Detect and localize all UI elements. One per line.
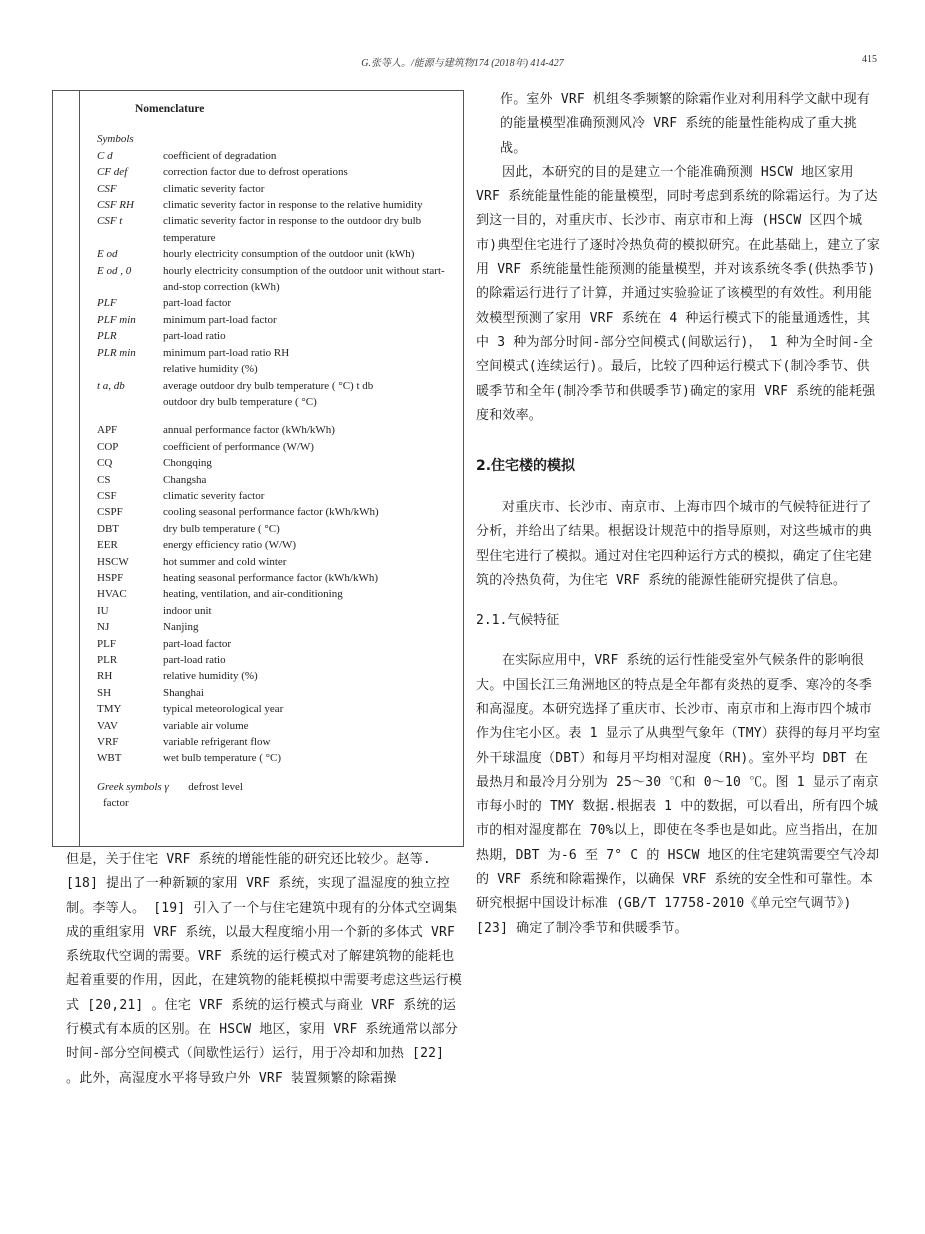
nomenclature-definition: part-load ratio: [163, 654, 226, 666]
page-number: 415: [862, 54, 877, 65]
nomenclature-term: WBT: [97, 752, 122, 765]
nomenclature-definition: outdoor dry bulb temperature ( °C): [163, 395, 317, 408]
nomenclature-definition: climatic severity factor: [163, 489, 265, 502]
symbols-heading: Symbols: [97, 133, 134, 146]
nomenclature-definition: Shanghai: [163, 686, 204, 699]
nomenclature-entry: [97, 378, 461, 394]
nomenclature-entry: [97, 504, 461, 520]
nomenclature-definition: hourly electricity consumption of the outdoor unit (kWh): [163, 248, 415, 261]
nomenclature-entry: [97, 345, 461, 361]
nomenclature-definition: minimum part-load ratio RH: [163, 346, 290, 359]
nomenclature-definition: cooling seasonal performance factor (kWh/kWh): [163, 506, 379, 519]
nomenclature-entry: [97, 586, 461, 602]
nomenclature-term: DBT: [97, 522, 119, 535]
nomenclature-entry: [97, 295, 461, 311]
nomenclature-term: HSPF: [97, 571, 124, 584]
nomenclature-term: CSF: [97, 489, 117, 502]
nomenclature-definition: energy efficiency ratio (W/W): [163, 539, 297, 552]
nomenclature-definition: Chongqing: [163, 457, 212, 470]
nomenclature-term: CSF RH: [97, 199, 134, 212]
nomenclature-entry: [97, 636, 461, 652]
nomenclature-margin-rule: [79, 91, 80, 846]
nomenclature-term: CQ: [97, 457, 113, 470]
nomenclature-definition: relative humidity (%): [163, 363, 258, 376]
nomenclature-definition: part-load factor: [163, 297, 232, 310]
nomenclature-entry: [97, 718, 461, 734]
nomenclature-term: PLF min: [97, 313, 136, 326]
nomenclature-definition: heating, ventilation, and air-conditioning: [163, 588, 343, 601]
nomenclature-definition: climatic severity factor in response to the outdoor dry bulb temperature: [163, 215, 422, 244]
nomenclature-term: RH: [97, 670, 113, 683]
nomenclature-definition: coefficient of performance (W/W): [163, 440, 314, 453]
nomenclature-term: VRF: [97, 736, 119, 749]
nomenclature-term: PLF: [97, 637, 116, 650]
section-heading: 2.住宅楼的模拟: [476, 458, 576, 475]
nomenclature-entry: [97, 734, 461, 750]
nomenclature-entry: [97, 394, 461, 410]
nomenclature-entry: [97, 328, 461, 344]
nomenclature-definition: climatic severity factor: [163, 182, 265, 195]
nomenclature-term: HSCW: [97, 555, 129, 568]
greek-symbols: [97, 779, 461, 812]
nomenclature-entry: [97, 750, 461, 766]
nomenclature-box: [52, 90, 464, 847]
nomenclature-definition: coefficient of degradation: [163, 149, 277, 162]
nomenclature-definition: minimum part-load factor: [163, 313, 277, 326]
nomenclature-entry: [97, 439, 461, 455]
nomenclature-term: CSPF: [97, 506, 123, 519]
nomenclature-entry: [97, 422, 461, 438]
nomenclature-entry: [97, 488, 461, 504]
nomenclature-term: HVAC: [97, 588, 127, 601]
nomenclature-entry: [97, 312, 461, 328]
nomenclature-term: PLR: [97, 330, 117, 343]
nomenclature-entry: [97, 455, 461, 471]
nomenclature-term: APF: [97, 424, 118, 437]
nomenclature-entry: [97, 213, 461, 246]
nomenclature-term: E od: [97, 248, 118, 261]
nomenclature-entry: [97, 685, 461, 701]
greek-desc: defrost level: [188, 780, 243, 793]
nomenclature-term: CSF t: [97, 215, 123, 228]
nomenclature-content: [97, 97, 461, 812]
journal-citation: G.张等人。/能源与建筑物174 (2018年) 414-427: [361, 58, 564, 69]
nomenclature-entry: [97, 603, 461, 619]
nomenclature-entry: [97, 668, 461, 684]
nomenclature-entry: [97, 263, 461, 296]
nomenclature-definition: Changsha: [163, 473, 207, 486]
nomenclature-definition: dry bulb temperature ( °C): [163, 522, 280, 535]
right-column-text: [476, 88, 881, 941]
right-paragraph-3: 对重庆市、长沙市、南京市、上海市四个城市的气候特征进行了分析，并给出了结果。根据设计规范中的指导原则，对这些城市的典型住宅进行了模拟。通过对住宅四种运行方式的模拟，确定了住宅建筑的冷热负荷，为住宅 VRF 系统的能源性能研究提供了信息。: [476, 500, 873, 589]
nomenclature-definition: hot summer and cold winter: [163, 555, 287, 568]
nomenclature-entry: [97, 652, 461, 668]
nomenclature-definition: indoor unit: [163, 604, 212, 617]
left-column-text: [66, 848, 464, 1091]
nomenclature-entry: [97, 148, 461, 164]
nomenclature-entry: [97, 570, 461, 586]
nomenclature-term: PLR: [97, 654, 118, 666]
nomenclature-definition: annual performance factor (kWh/kWh): [163, 424, 335, 437]
nomenclature-entry: [97, 361, 461, 377]
subsection-heading: 2.1.气候特征: [476, 613, 560, 629]
page-header: [0, 54, 925, 70]
nomenclature-term: t a, db: [97, 379, 125, 392]
nomenclature-term: TMY: [97, 703, 122, 716]
left-paragraph: 但是，关于住宅 VRF 系统的增能性能的研究还比较少。赵等. [18] 提出了一种新颖的家用 VRF 系统，实现了温湿度的独立控制。李等人。 [19] 引入了一个与住宅建筑中现有的分体式空调集成的重组家用 VRF 系统，以最大程度缩小用一个新的多体式 VRF 系统取代空调的需要。VRF 系统的运行模式对了解建筑物的能耗也起着重要的作用，因此，在建筑物的能耗模拟中需要考虑这些运行模式 [20,21] 。住宅 VRF 系统的运行模式与商业 VRF 系统的运行模式有本质的区别。在 HSCW 地区，家用 VRF 系统通常以部分时间-部分空间模式（间歇性运行）运行，用于冷却和加热 [22] 。此外，高湿度水平将导致户外 VRF 装置频繁的除霜操: [66, 852, 463, 1086]
nomenclature-term: IU: [97, 604, 109, 617]
nomenclature-definition: variable air volume: [163, 719, 249, 732]
abbreviations-list: [97, 422, 461, 767]
nomenclature-entry: [97, 181, 461, 197]
nomenclature-definition: wet bulb temperature ( °C): [163, 752, 282, 765]
nomenclature-term: PLR min: [97, 346, 136, 359]
nomenclature-entry: [97, 472, 461, 488]
nomenclature-term: PLF: [97, 297, 117, 310]
nomenclature-entry: [97, 619, 461, 635]
nomenclature-definition: part-load factor: [163, 637, 232, 650]
nomenclature-definition: variable refrigerant flow: [163, 736, 271, 749]
nomenclature-entry: [97, 701, 461, 717]
nomenclature-entry: [97, 554, 461, 570]
nomenclature-term: SH: [97, 686, 112, 699]
nomenclature-term: VAV: [97, 719, 118, 732]
nomenclature-definition: part-load ratio: [163, 330, 226, 343]
right-paragraph-2: 因此，本研究的目的是建立一个能准确预测 HSCW 地区家用 VRF 系统能量性能的能量模型，同时考虑到系统的除霜运行。为了达到这一目的，对重庆市、长沙市、南京市和上海 (HSCW 区四个城市)典型住宅进行了逐时冷热负荷的模拟研究。在此基础上，建立了家用 VRF 系统能量性能预测的能量模型，并对该系统冬季(供热季节)的除霜运行进行了计算，并通过实验验证了该模型的有效性。利用能效模型预测了家用 VRF 系统在 4 种运行模式下的能量通透性，其中 3 种为部分时间-部分空间模式(间歇运行)， 1 种为全时间-全空间模式(连续运行)。最后，比较了四种运行模式下(制冷季节、供暖季节和全年(制冷季节和供暖季节)确定的家用 VRF 系统的能耗强度和效率。: [476, 164, 881, 423]
nomenclature-definition: heating seasonal performance factor (kWh/kWh): [163, 571, 379, 584]
symbols-list: [97, 148, 461, 411]
nomenclature-definition: hourly electricity consumption of the outdoor unit without start-and-stop correction (kWh): [163, 264, 445, 294]
nomenclature-term: CSF: [97, 182, 117, 195]
nomenclature-entry: [97, 246, 461, 262]
nomenclature-title: Nomenclature: [135, 103, 205, 115]
nomenclature-definition: Nanjing: [163, 621, 199, 634]
nomenclature-term: EER: [97, 539, 118, 552]
nomenclature-term: E od , 0: [97, 264, 132, 277]
nomenclature-definition: climatic severity factor in response to the relative humidity: [163, 199, 423, 212]
nomenclature-term: C d: [97, 149, 113, 162]
nomenclature-term: NJ: [97, 621, 110, 634]
nomenclature-definition: typical meteorological year: [163, 703, 284, 716]
greek-heading: Greek symbols γ: [97, 780, 169, 793]
nomenclature-term: CF def: [97, 166, 128, 179]
nomenclature-entry: [97, 164, 461, 180]
nomenclature-entry: [97, 521, 461, 537]
nomenclature-definition: relative humidity (%): [163, 670, 258, 683]
nomenclature-definition: correction factor due to defrost operations: [163, 166, 348, 179]
nomenclature-term: COP: [97, 440, 119, 453]
nomenclature-term: CS: [97, 473, 111, 486]
greek-desc-cont: factor: [103, 797, 129, 810]
nomenclature-entry: [97, 197, 461, 213]
right-paragraph-1: 作。室外 VRF 机组冬季频繁的除霜作业对利用科学文献中现有的能量模型准确预测风冷 VRF 系统的能量性能构成了重大挑战。: [500, 92, 871, 156]
nomenclature-entry: [97, 537, 461, 553]
right-paragraph-4: 在实际应用中，VRF 系统的运行性能受室外气候条件的影响很大。中国长江三角洲地区的特点是全年都有炎热的夏季、寒冷的冬季和高湿度。本研究选择了重庆市、长沙市、南京市和上海市四个城市作为住宅小区。表 1 显示了从典型气象年（TMY）获得的每月平均室外干球温度（DBT）和每月平均相对湿度（RH)。室外平均 DBT 在最热月和最冷月分别为 25～30 ℃和 0～10 ℃。图 1 显示了南京市每小时的 TMY 数据.根据表 1 中的数据，可以看出，所有四个城市的相对湿度都在 70%以上，即使在冬季也是如此。应当指出，在加热期，DBT 为-6 至 7° C 的 HSCW 地区的住宅建筑需要空气冷却的 VRF 系统和除霜操作，以确保 VRF 系统的安全性和可靠性。本研究根据中国设计标准 (GB/T 17758-2010《单元空气调节》) [23] 确定了制冷季节和供暖季节。: [476, 653, 881, 936]
nomenclature-definition: average outdoor dry bulb temperature ( °C) t db: [163, 379, 374, 392]
